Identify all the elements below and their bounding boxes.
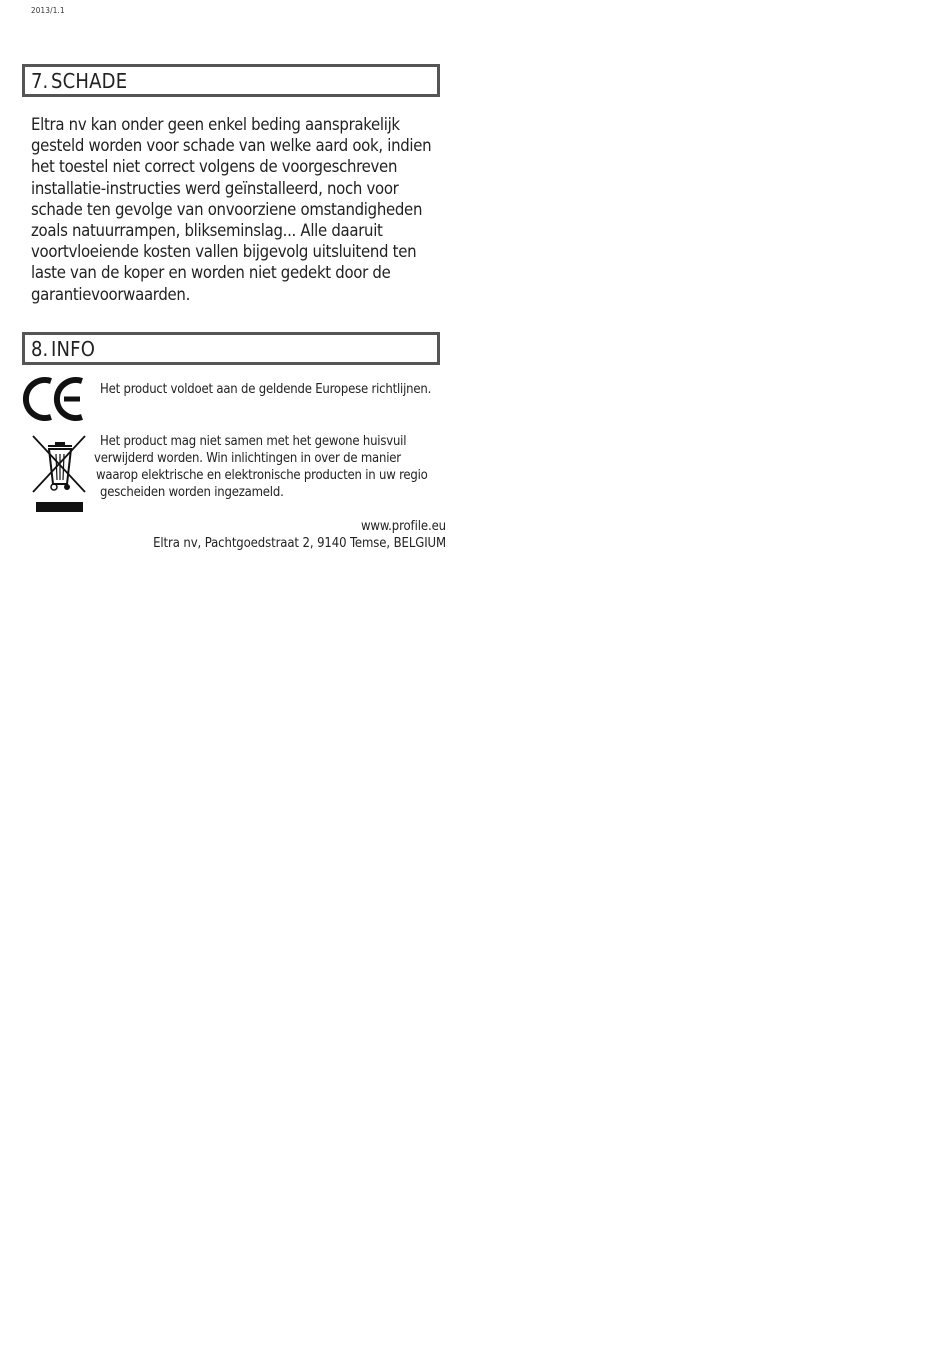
paragraph-line: het toestel niet correct volgens de voorgeschreven <box>31 157 398 177</box>
paragraph-line: Eltra nv kan onder geen enkel beding aansprakelijk <box>31 115 400 134</box>
paragraph-line: zoals natuurrampen, blikseminslag... Alle daaruit <box>31 221 383 241</box>
paragraph-line: installatie-instructies werd geïnstalleerd, noch voor <box>31 178 399 198</box>
company-address: Eltra nv, Pachtgoedstraat 2, 9140 Temse, BELGIUM <box>153 536 446 551</box>
paragraph-line: laste van de koper en worden niet gedekt door de <box>31 263 391 283</box>
section-header-info <box>22 332 440 365</box>
paragraph-line: gesteld worden voor schade van welke aard ook, indien <box>31 136 432 156</box>
section-number: 7. <box>31 69 49 93</box>
section-number: 8. <box>31 337 49 361</box>
section-header-schade <box>22 64 440 97</box>
company-contact <box>153 518 446 552</box>
schade-paragraph <box>31 114 441 305</box>
paragraph-line: schade ten gevolge van onvoorziene omstandigheden <box>31 199 423 219</box>
weee-line: waarop elektrische en elektronische producten in uw regio <box>96 468 428 483</box>
ce-statement: Het product voldoet aan de geldende Europese richtlijnen. <box>100 382 432 397</box>
website-link[interactable]: www.profile.eu <box>360 519 446 534</box>
crossed-out-bin-icon <box>30 434 88 514</box>
paragraph-line: garantievoorwaarden. <box>31 284 191 304</box>
section-title: INFO <box>51 337 96 361</box>
ce-mark-icon <box>22 375 88 423</box>
weee-statement <box>94 433 428 501</box>
section-title: SCHADE <box>51 69 128 93</box>
weee-line: verwijderd worden. Win inlichtingen in over de manier <box>94 451 401 466</box>
weee-line: gescheiden worden ingezameld. <box>100 485 284 500</box>
weee-line: Het product mag niet samen met het gewone huisvuil <box>100 434 407 449</box>
document-version: 2013/1.1 <box>31 6 65 15</box>
paragraph-line: voortvloeiende kosten vallen bijgevolg uitsluitend ten <box>31 242 417 262</box>
